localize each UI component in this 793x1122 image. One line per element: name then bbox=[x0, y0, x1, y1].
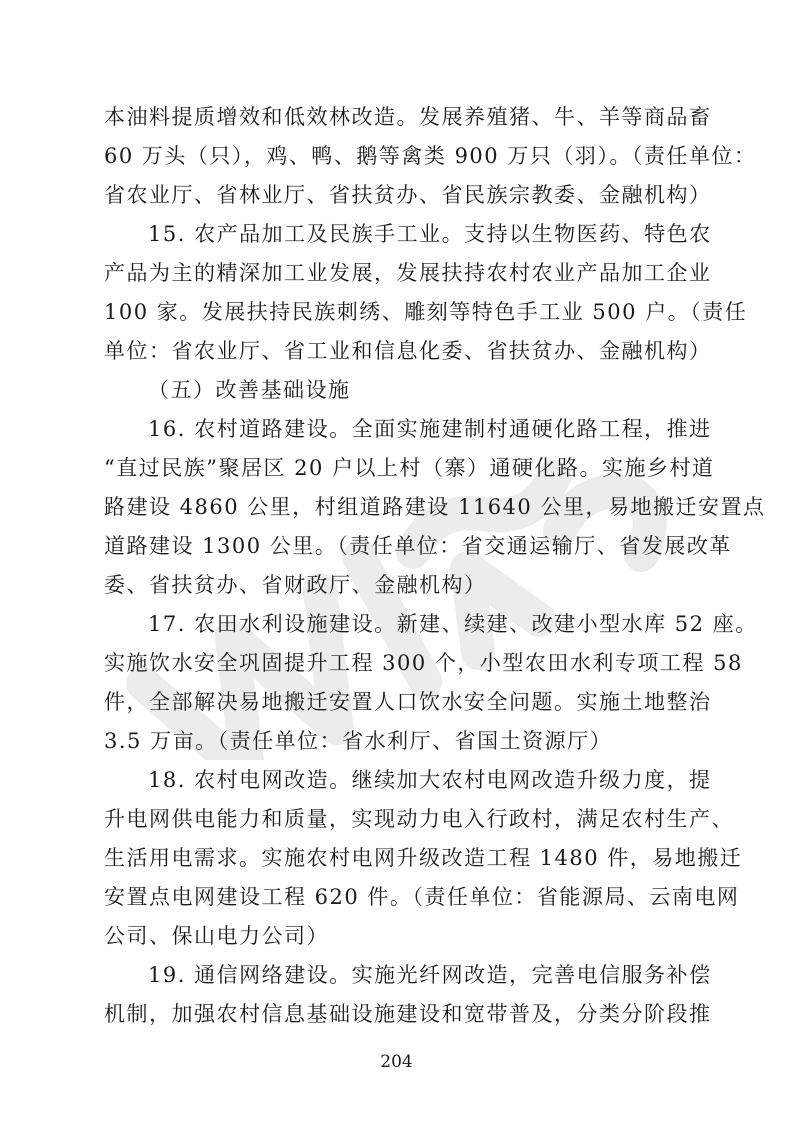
paragraph-start-line: 19. 通信网络建设。实施光纤网改造，完善电信服务补偿 bbox=[148, 963, 712, 987]
body-line: 60 万头（只），鸡、鸭、鹅等禽类 900 万只（羽）。（责任单位： bbox=[104, 144, 757, 168]
body-line: 安置点电网建设工程 620 件。（责任单位：省能源局、云南电网 bbox=[104, 885, 740, 909]
body-line: 省农业厅、省林业厅、省扶贫办、省民族宗教委、金融机构） bbox=[104, 183, 712, 207]
body-line: 产品为主的精深加工业发展，发展扶持农村农业产品加工企业 bbox=[104, 261, 712, 285]
section-heading: （五）改善基础设施 bbox=[148, 378, 351, 402]
document-body bbox=[104, 98, 766, 1034]
paragraph-start-line: 15. 农产品加工及民族手工业。支持以生物医药、特色农 bbox=[148, 222, 712, 246]
body-line: 实施饮水安全巩固提升工程 300 个，小型农田水利专项工程 58 bbox=[104, 651, 743, 675]
body-line: 委、省扶贫办、省财政厅、金融机构） bbox=[104, 573, 487, 597]
body-line: “直过民族”聚居区 20 户以上村（寨）通硬化路。实施乡村道 bbox=[104, 456, 715, 480]
body-line: 升电网供电能力和质量，实现动力电入行政村，满足农村生产、 bbox=[104, 807, 734, 831]
paragraph-start-line: 17. 农田水利设施建设。新建、续建、改建小型水库 52 座。 bbox=[148, 612, 758, 636]
body-line: 件，全部解决易地搬迁安置人口饮水安全问题。实施土地整治 bbox=[104, 690, 712, 714]
paragraph-start-line: 16. 农村道路建设。全面实施建制村通硬化路工程，推进 bbox=[148, 417, 712, 441]
paragraph-start-line: 18. 农村电网改造。继续加大农村电网改造升级力度，提 bbox=[148, 768, 712, 792]
body-line: 路建设 4860 公里，村组道路建设 11640 公里，易地搬迁安置点 bbox=[104, 495, 766, 519]
body-line: 生活用电需求。实施农村电网升级改造工程 1480 件，易地搬迁 bbox=[104, 846, 743, 870]
body-line: 道路建设 1300 公里。（责任单位：省交通运输厅、省发展改革 bbox=[104, 534, 732, 558]
body-line: 公司、保山电力公司） bbox=[104, 924, 329, 948]
page-number: 204 bbox=[380, 1052, 413, 1072]
body-line: 3.5 万亩。（责任单位：省水利厅、省国土资源厅） bbox=[104, 729, 613, 753]
body-line: 本油料提质增效和低效林改造。发展养殖猪、牛、羊等商品畜 bbox=[104, 105, 712, 129]
body-line: 100 家。发展扶持民族刺绣、雕刻等特色手工业 500 户。（责任 bbox=[104, 300, 748, 324]
body-line: 机制，加强农村信息基础设施建设和宽带普及，分类分阶段推 bbox=[104, 1002, 712, 1026]
body-line: 单位：省农业厅、省工业和信息化委、省扶贫办、金融机构） bbox=[104, 339, 712, 363]
